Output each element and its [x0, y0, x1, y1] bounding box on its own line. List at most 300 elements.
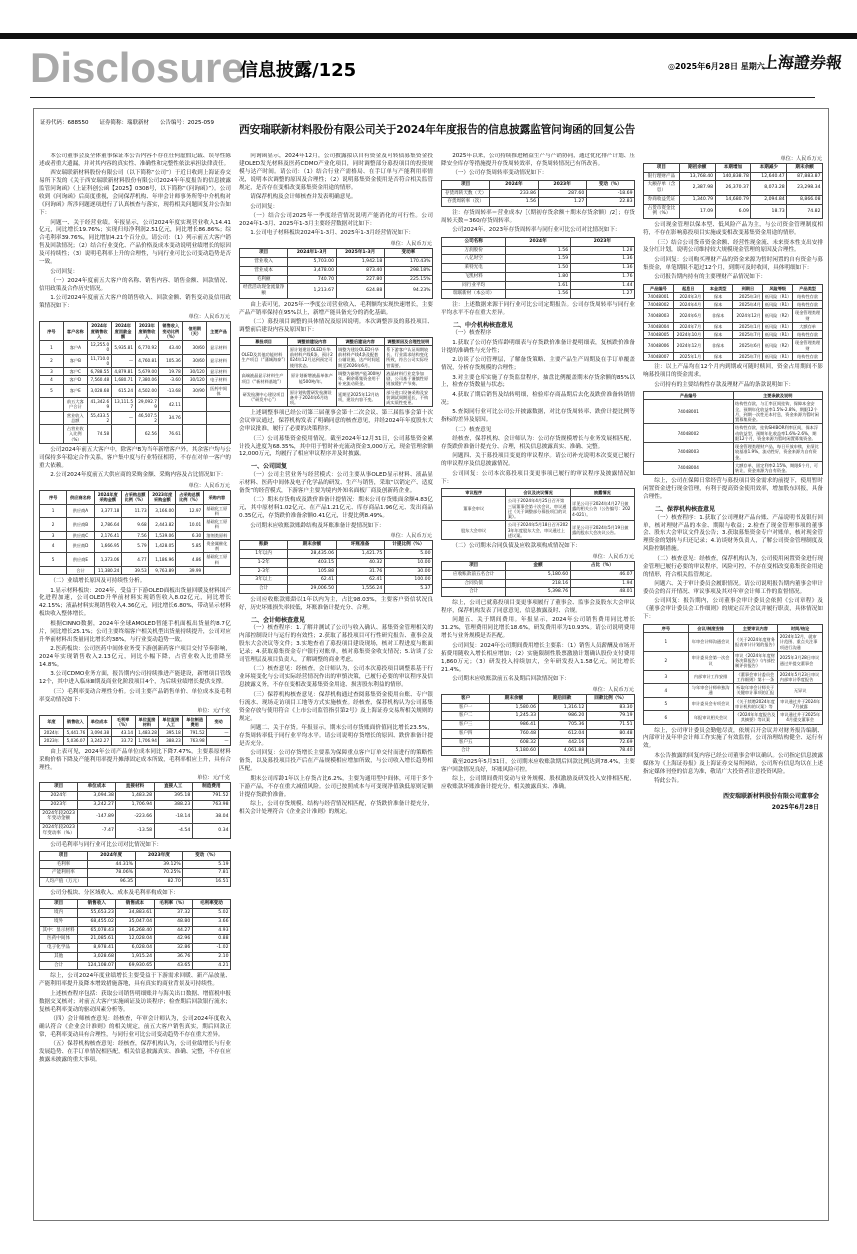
table-cell: 12,028.04 [116, 935, 154, 944]
table-row [644, 331, 823, 339]
table-cell: 同行业平均 [442, 281, 506, 290]
table-cell: 0.88 [192, 935, 230, 944]
table-cell: 33.72 [111, 737, 135, 745]
table-cell: 5.79 [121, 539, 148, 553]
table-cell: 万润股份 [442, 246, 506, 255]
table-header-cell: 2024年度 [87, 852, 135, 861]
table-cell: 30/90 [183, 384, 207, 398]
table-row [40, 800, 231, 809]
table-row [40, 518, 231, 532]
table-cell: -3.60 [159, 376, 183, 384]
table-cell: 飞凯材料 [442, 272, 506, 281]
table-cell: 124,108.07 [78, 961, 116, 970]
table-cell: -18.14 [154, 809, 192, 823]
table-header-cell: 占采购总额比例（%） [176, 491, 203, 505]
table-cell: 占货币资金比例（%） [644, 204, 680, 218]
table-header-cell: 期初余额 [679, 164, 715, 173]
data-table [643, 391, 823, 475]
unit-caption: 单位：人民币万元 [780, 156, 822, 162]
table-cell: 94.23% [384, 284, 432, 298]
paragraph: 西安瑞联新材料股份有限公司（以下简称“公司”）于近日收到上海证券交易所下发的《关于西安瑞联新材料股份有限公司2024年年度报告的信息披露监管问询函》（上证科创公函【2025】0308号，以下简称“《问询函》”）。公司收到《问询函》后高度重视，会同保荐机构、年审会计师事务所等中介机构对《问询函》所涉问题逐项进行了认真核查与落实，现将相关问题回复并公告如下： [39, 170, 231, 217]
table-cell: 详见公司于2024年5月19日披露的股东大会决议公告。 [570, 521, 634, 540]
table-cell: 年报审议相关会议 [688, 711, 733, 725]
paragraph: 3.对主要仓库实施了存货监盘程序，抽盘比例覆盖期末存货余额的85%以上，检查存货数量与状态； [441, 374, 635, 389]
table-header-cell: 回款比例（%） [586, 694, 634, 703]
table-header-cell: 到期日 [733, 284, 763, 292]
table-cell: 68,455.02 [78, 917, 116, 926]
table-cell: 624.88 [336, 284, 384, 298]
table-header-row [40, 322, 231, 341]
table-row [442, 703, 635, 712]
table-cell: 4.86 [176, 553, 203, 567]
table-cell: 39.53 [121, 566, 148, 574]
table-cell: 供应商D [67, 539, 94, 553]
table-cell: 2025年7月 [733, 352, 763, 360]
table-row [644, 181, 823, 195]
table-row [644, 292, 823, 300]
table-cell: 医药中间体 [207, 384, 231, 398]
table-cell: 1,373.06 [94, 553, 121, 567]
disclosure-brand-text: Disclosure [30, 44, 245, 91]
table-cell: 原计划建设OLED升华前材料产线6条，预计2024年12月达到预定可使用状态。 [288, 345, 336, 369]
paragraph: 问题四、关于募投项目变更的审议程序。请公司补充说明本次变更已履行的审议程序及信息披露情况。 [441, 453, 635, 468]
table-header-cell: 本期增加 [715, 164, 751, 173]
table-cell: 34,883.61 [116, 909, 154, 918]
table-cell: 2025年4月 [733, 301, 763, 309]
table-row [442, 255, 635, 264]
paragraph: （一）核查程序：1.获取了公司理财产品台账、产品说明书及银行回单，核对理财产品的本金、期限与收益；2.检查了现金管理事项的董事会、股东大会审议文件及公告；3.获取募集资金专户对账单，核对现金管理资金的划转与归还记录；4.访谈财务负责人，了解公司资金管理制度及风险控制措施。 [643, 514, 823, 553]
paragraph: 综上，公司2024年度业绩增长主要受益于下游需求回暖、新产品放量、产能利用率提升及降本增效措施落地，具有真实的商业背景及可持续性。 [39, 973, 231, 988]
table-cell: 791.52 [192, 792, 230, 801]
table-cell: 986.41 [490, 721, 538, 730]
table-cell: 贵金属催化剂 [203, 539, 230, 553]
table-cell: 合计 [442, 588, 506, 597]
table-cell: 46,507.52 [135, 411, 159, 425]
table-cell: 显示材料 [207, 368, 231, 376]
table-row [40, 909, 231, 918]
paragraph: （二）核查意见：经核查，保荐机构认为，公司使用闲置资金进行现金管理已履行必要的审议程序，风险可控，不存在变相改变募集资金用途的情形，符合相关监管规定。 [643, 555, 823, 578]
table-cell: -223.66 [116, 809, 154, 823]
table-row [442, 738, 635, 747]
paragraph: 公司2024年、2023年存货周转率与同行业可比公司对比情况如下： [452, 227, 621, 234]
table-header-cell: 序号 [644, 624, 689, 632]
table-cell: 3 [40, 368, 64, 376]
table-row [40, 737, 231, 745]
table-cell: 69,930.65 [116, 961, 154, 970]
unit-caption: 单位：人民币万元 [188, 483, 230, 490]
table-cell: 74048001 [644, 400, 734, 424]
table-cell: 人均产值（万元） [40, 878, 88, 887]
data-table [239, 337, 433, 408]
table-cell: 5,180.60 [506, 570, 570, 579]
table-cell: 3,028.68 [87, 384, 111, 398]
table-header-cell: 2023年度采购金额 [149, 491, 176, 505]
table-cell: 占营业收入比例（%） [63, 425, 87, 444]
table-cell: 43.40 [159, 341, 183, 355]
table-header-cell: 公司名称 [442, 237, 506, 246]
table-row [644, 461, 823, 475]
table-cell: 44.31% [87, 860, 135, 869]
table-header-cell: 销售收入 [63, 715, 87, 729]
table-row [442, 712, 635, 721]
table-cell: 36,268.40 [116, 926, 154, 935]
table-cell: 13,111.57 [111, 398, 135, 412]
paragraph: 公司持有的主要结构性存款及理财产品的条款说明如下： [654, 381, 795, 388]
table-cell: 1.56 [506, 246, 570, 255]
paragraph: 上述调整事项已经公司第三届董事会第十二次会议、第三届监事会第十次会议审议通过，保荐机构发表了明确同意的核查意见，并经2024年年度股东大会审议批准，履行了必要的决策程序。 [239, 410, 433, 433]
table-cell: 董事会审议 [442, 497, 506, 521]
table-cell: 1,421.75 [336, 550, 384, 559]
table-cell [207, 398, 231, 412]
table-cell: 42.96 [154, 935, 192, 944]
table-row [40, 878, 231, 887]
table-cell: 合同负债 [442, 579, 506, 588]
table-cell: 5 [40, 553, 67, 567]
table-cell: 毛利额 [240, 275, 288, 284]
table-row [40, 961, 231, 970]
table-cell: 218.16 [506, 579, 570, 588]
table-cell: 38.04 [192, 809, 230, 823]
table-row [40, 809, 231, 823]
table-row [240, 585, 433, 594]
table-cell: 4 [40, 539, 67, 553]
table-row [40, 824, 231, 838]
table-header-cell: 项目 [644, 164, 680, 173]
table-header-cell: 序号 [40, 491, 67, 505]
table-cell: 部分进口设备采购及安装调试周期延长，不构成实质性变更。 [384, 388, 432, 407]
table-cell: 615.24 [111, 384, 135, 398]
table-cell: 营业收入总额 [63, 411, 87, 425]
table-cell: 基础化工原料 [203, 553, 230, 567]
table-cell: 《董事会审计委员会工作细则》第十一条 [733, 670, 778, 684]
table-row [40, 425, 231, 444]
data-table [39, 851, 231, 887]
table-cell: -13.58 [116, 824, 154, 838]
table-cell: 2025年3月28日审议通过并提交董事会 [778, 651, 823, 670]
table-header-cell: 销售成本 [116, 900, 154, 909]
table-header-row [442, 237, 635, 246]
unit-caption: 单位：人民币万元 [390, 241, 432, 248]
table-cell: 79.19 [586, 712, 634, 721]
table-cell: 395.18 [154, 792, 192, 801]
table-cell: 17.09 [679, 204, 715, 218]
paragraph: 由上表可见，2024年公司产品单位成本同比下降7.47%，主要系原材料采购价格下降及产能利用率提升摊薄固定成本所致，毛利率相应上升，具有合理性。 [39, 748, 231, 771]
table-cell: 44.27 [154, 926, 192, 935]
table-cell: 2-3年 [240, 567, 288, 576]
table-header-row [40, 491, 231, 505]
table-header-cell: 毛利率（%） [111, 715, 135, 729]
paragraph: 问题六、关于审计委员会履职情况。请公司说明报告期内董事会审计委员会的召开情况、审议事项及其对年审会计师工作的监督情况。 [643, 581, 823, 596]
table-cell: 1,556.24 [336, 585, 384, 594]
table-cell: 内部审计工作安排 [688, 670, 733, 684]
signature-line: 西安瑞联新材料股份有限公司董事会 [722, 793, 819, 801]
table-header-cell: 占采购总额比例（%） [121, 491, 148, 505]
table-header-cell: 项目 [240, 249, 288, 258]
table-cell: 2025年7月 [733, 331, 763, 339]
unit-caption: 单位：人民币万元 [592, 554, 634, 561]
table-cell: 46.07 [570, 570, 634, 579]
paragraph: 综上，公司已就募投项目变更事项履行了董事会、监事会及股东大会审议程序，保荐机构发表了同意意见，信息披露及时、合规。 [441, 600, 635, 615]
table-cell: 0.34 [192, 824, 230, 838]
table-cell: 液晶材料行业竞争加剧，公司基于谨慎性原则放缓扩产节奏。 [384, 369, 432, 388]
table-row [644, 322, 823, 330]
table-cell: 1.76 [570, 272, 634, 281]
table-cell: 2 [40, 354, 64, 368]
table-cell: 11,710.00 [87, 354, 111, 368]
table-cell: 1,539.06 [149, 531, 176, 539]
table-cell: 6,788.55 [87, 368, 111, 376]
table-cell: 显示材料 [207, 354, 231, 368]
table-header-cell: 单位成本 [78, 783, 116, 792]
table-header-cell: 金额 [506, 562, 570, 571]
section-title: 信息披露/125 [240, 60, 357, 81]
paragraph: （二）业绩增长原因及可持续性分析。 [50, 578, 146, 585]
table-row [240, 266, 433, 275]
table-cell: 16.51 [183, 878, 231, 887]
table-header-cell: 制造费用 [192, 783, 230, 792]
paragraph: 公司现金管理以保本型、低风险产品为主，与公司资金管理制度相符，不存在影响募投项目实施或变相改变募集资金用途的情形。 [643, 222, 823, 237]
paragraph: （二）核查意见：经核查，会计师认为，公司本次募投项目调整系基于行业环境变化与公司实际经营情况作出的审慎决策，已履行必要的审议程序及信息披露义务，不存在变相改变募集资金用途、损害股东利益的情形。 [239, 666, 433, 689]
table-header-cell: 2024年1-3月 [288, 249, 336, 258]
table-cell: 2,176.41 [94, 531, 121, 539]
table-header-cell: 2024年度回款金额 [111, 322, 135, 341]
table-cell: 7,560.48 [87, 376, 111, 384]
table-cell: 股东大会审议 [442, 521, 506, 540]
table-cell: 客户一 [442, 703, 490, 712]
table-row [40, 531, 231, 539]
table-header-cell: 主要审议内容 [733, 624, 778, 632]
table-cell: 保本 [703, 322, 733, 330]
data-table [239, 248, 433, 298]
table-cell: 非保本 [703, 309, 733, 323]
table-cell: 298.18% [384, 266, 432, 275]
table-cell: 1,706.94 [116, 800, 154, 809]
table-cell: 低风险（R1） [764, 353, 792, 359]
table-cell: 83.30 [586, 703, 634, 712]
table-header-cell: 主要条款及说明 [733, 392, 823, 400]
table-cell: 保本 [703, 292, 733, 300]
newspaper-masthead: 上海證券報 [760, 53, 843, 72]
table-cell: 55,653.23 [78, 909, 116, 918]
table-header-row [442, 694, 635, 703]
table-cell: 原计划新增液晶单体产能500吨/年。 [288, 369, 336, 388]
table-cell: 八亿时空 [442, 255, 506, 264]
paragraph: 经核查，保荐机构、会计师认为：公司存货规模增长与业务发展相匹配，存货跌价准备计提充分、合理，相关信息披露真实、准确、完整。 [441, 436, 635, 451]
table-cell: 4.21 [192, 961, 230, 970]
table-header-cell: 募投项目 [240, 337, 288, 345]
table-cell: 基础化工原料 [203, 518, 230, 532]
announcement-title: 西安瑞联新材料股份有限公司关于2024年年度报告的信息披露监管问询函的回复公告 [238, 123, 635, 136]
table-cell: 供应商A [67, 504, 94, 518]
section-heading: 二、会计师核查意见 [251, 616, 306, 624]
column-1 [39, 153, 231, 1213]
table-header-cell: 直接材料 [116, 783, 154, 792]
table-cell: 39.99 [176, 566, 203, 574]
table-cell: 供应商C [67, 531, 94, 539]
table-cell: 审议《2024年年度财务决算报告》《内部控制评价报告》 [733, 651, 778, 670]
table-cell: 170.43% [384, 258, 432, 267]
table-cell: 55,433.52 [87, 411, 111, 425]
table-cell: 2024年5月23日审议内部审计季度报告 [778, 670, 823, 684]
table-cell: 233.86 [490, 189, 538, 198]
table-cell: 2024年3月 [673, 292, 703, 300]
table-cell: 6.09 [715, 204, 751, 218]
table-cell: 3,094.38 [87, 729, 111, 737]
table-cell: 388.23 [154, 800, 192, 809]
table-cell: 2025年3月 [733, 292, 763, 300]
table-cell: 2024年12月 [733, 309, 763, 323]
table-cell: 31.76 [336, 567, 384, 576]
table-row [644, 670, 823, 684]
table-cell: 4.93 [192, 926, 230, 935]
table-cell: 详见公司于2024年4月27日披露的相关公告（公告编号：2024-021）。 [570, 497, 634, 521]
paragraph: 2.访谈了公司管理层，了解备货策略、主要产品生产周期及在手订单覆盖情况，分析存货规模的合理性； [441, 357, 635, 372]
table-cell: 11.73 [121, 504, 148, 518]
table-cell: 3.66 [192, 917, 230, 926]
table-cell: 其他 [40, 952, 78, 961]
table-row [442, 570, 635, 579]
unit-caption: 单位：人民币万元 [592, 686, 634, 693]
table-cell: 5.37 [384, 585, 432, 594]
table-header-cell: 产品编号 [644, 392, 734, 400]
table-cell: 3,166.00 [149, 504, 176, 518]
table-cell: 608.32 [490, 738, 538, 747]
table-cell: 19.78 [159, 368, 183, 376]
table-row [40, 539, 231, 553]
table-row [442, 264, 635, 273]
table-row [40, 553, 231, 567]
table-cell: 现金管理类理财 [793, 309, 823, 323]
table-header-cell: 变动 [207, 715, 231, 729]
table-cell: 合计 [67, 566, 94, 574]
table-cell: 12,640.47 [751, 172, 787, 181]
table-cell: 1,942.18 [336, 258, 384, 267]
table-cell: 760.48 [490, 729, 538, 738]
table-cell: 3,377.18 [94, 504, 121, 518]
table-cell: 1.94 [570, 579, 634, 588]
table-cell: 40.32 [336, 558, 384, 567]
table-row [40, 368, 231, 376]
table-cell [40, 425, 64, 444]
table-cell: 5,679.00 [135, 368, 159, 376]
table-cell: 12,255.00 [87, 341, 111, 355]
table-row [240, 275, 433, 284]
table-cell: 78.06% [87, 869, 135, 878]
table-cell: 72.69 [586, 738, 634, 747]
table-header-cell: 期后回款 [538, 694, 586, 703]
table-row [40, 504, 231, 518]
table-row [442, 579, 635, 588]
table-cell: -1.02 [192, 944, 230, 953]
table-cell: 74048002 [644, 424, 734, 443]
table-cell: 延期至2025年12月结项，建设内容不变。 [336, 388, 384, 407]
table-cell: 1,666.95 [94, 539, 121, 553]
paragraph: 问询函显示，2024年12月，公司披露拟以自有资金及可转债募集资金投建OLED发光材料及医药CDMO产业化项目，同时调整部分募投项目的投资规模与达产时间。请公司：（1）结合行业产需格局、在手订单与产能利用率情况，说明本次调整的原因及合理性；（2）说明募集资金使用是否符合相关监管规定，是否存在变相改变募集资金用途的情形。 [239, 153, 433, 191]
table-cell: 1,680.71 [111, 376, 135, 384]
table-cell: 1.50 [506, 264, 570, 273]
table-cell: 听取年审会计师关于关键审计事项的汇报 [733, 684, 778, 698]
table-cell: 74048001 [644, 292, 674, 300]
table-cell: 76.61 [159, 425, 183, 444]
table-cell: 82.70 [135, 878, 183, 887]
table-header-cell: 销售收入变动比例（%） [159, 322, 183, 341]
paragraph: 截至2025年5月31日，公司期末应收账款期后回款比例达到78.4%，主要客户回款情况良好，坏账风险可控。 [441, 759, 635, 774]
table-cell: 2023年 [40, 800, 78, 809]
table-cell: 5.85 [176, 539, 203, 553]
paragraph: 问题一、关于经营业绩。年报显示，公司2024年度实现营业收入14.41亿元，同比增长19.76%；实现归母净利润2.51亿元，同比增长86.86%；综合毛利率39.76%，同比增加4.21个百分点。请公司：（1）列示前五大客户销售及回款情况；（2）结合行业变化、产品价格及成本变动说明业绩增长的原因及可持续性；（3）说明毛利率上升的合理性，与同行业可比公司变动趋势是否一致。 [39, 219, 231, 266]
paragraph: 1.公司电子材料板块2024年1-3月、2025年1-3月经营情况如下： [250, 230, 415, 237]
table-cell: 合计 [240, 585, 288, 594]
table-cell: 442.16 [538, 738, 586, 747]
paragraph: 公司期末应收账款账龄结构及坏账准备计提情况如下： [250, 522, 385, 529]
table-row [644, 424, 823, 443]
table-row [240, 345, 433, 369]
paragraph: 公司报告期内持有的主要理财产品情况如下： [654, 274, 767, 281]
table-row [442, 588, 635, 597]
table-cell: 2,094.84 [751, 195, 787, 204]
paragraph: 综上，公司在保障日常经营与募投项目资金需求的前提下，使用暂时闲置资金进行现金管理，有利于提高资金使用效率，增加股东回报，具备合理性。 [643, 478, 823, 501]
table-cell: 研发检测中心建设项目（“研发中心”） [240, 388, 288, 407]
table-cell: 1.59 [506, 255, 570, 264]
table-cell: 2,443.82 [149, 518, 176, 532]
table-cell: 10.00 [384, 558, 432, 567]
table-header-row [644, 284, 823, 292]
table-cell: 大额存单（含息） [644, 181, 680, 195]
table-header-cell: 变动（%） [183, 852, 231, 861]
table-cell: 78.40 [586, 747, 634, 756]
paragraph: 1.获取了公司存货库龄明细表与存货跌价准备计提明细表，复核跌价准备计提的准确性与充分性； [441, 339, 635, 354]
table-row [644, 352, 823, 360]
table-cell: 1.61 [506, 281, 570, 290]
table-cell: 74048005 [644, 331, 674, 339]
table-cell: -7.47 [78, 824, 116, 838]
paragraph: 注：上述数据来源于同行业可比公司定期报告。公司存货周转率与同行业平均水平不存在重大差异。 [441, 301, 635, 316]
table-cell: 388.23 [159, 737, 183, 745]
table-cell: 873.40 [336, 266, 384, 275]
table-cell: 低风险（R1） [764, 332, 792, 338]
paragraph: （一）核查程序 [452, 330, 492, 337]
table-row [644, 711, 823, 725]
unit-caption: 单位：元/千克 [197, 775, 230, 782]
table-cell: 1 [40, 504, 67, 518]
table-header-cell: 单位成本 [87, 715, 111, 729]
table-header-cell: 年度 [40, 715, 64, 729]
table-cell: 5 [644, 697, 689, 711]
table-cell: 客户D [63, 376, 87, 384]
table-cell: 5,935.81 [111, 341, 135, 355]
table-row [644, 309, 823, 323]
table-header-cell: 毛利率（%） [154, 900, 192, 909]
data-table [441, 694, 635, 756]
table-cell: 986.20 [538, 712, 586, 721]
table-cell: 供应商B [67, 518, 94, 532]
table-cell: 225.15% [384, 275, 432, 284]
table-header-cell: 采购内容 [203, 491, 230, 505]
table-header-cell: 占比（%） [570, 562, 634, 571]
table-row [644, 301, 823, 309]
table-row [40, 944, 231, 953]
table-header-cell: 项目 [40, 900, 78, 909]
stock-meta-line: 证券代码：688550 证券简称：瑞联新材 公告编号：2025-059 [40, 120, 214, 126]
table-cell: — [207, 737, 231, 745]
table-cell: 74048002 [644, 301, 674, 309]
data-table [441, 237, 635, 299]
table-cell: — [111, 354, 135, 368]
table-row [644, 651, 823, 670]
table-cell: 客户B [63, 354, 87, 368]
unit-caption: 单位：人民币万元 [188, 314, 230, 321]
table-row [240, 550, 433, 559]
